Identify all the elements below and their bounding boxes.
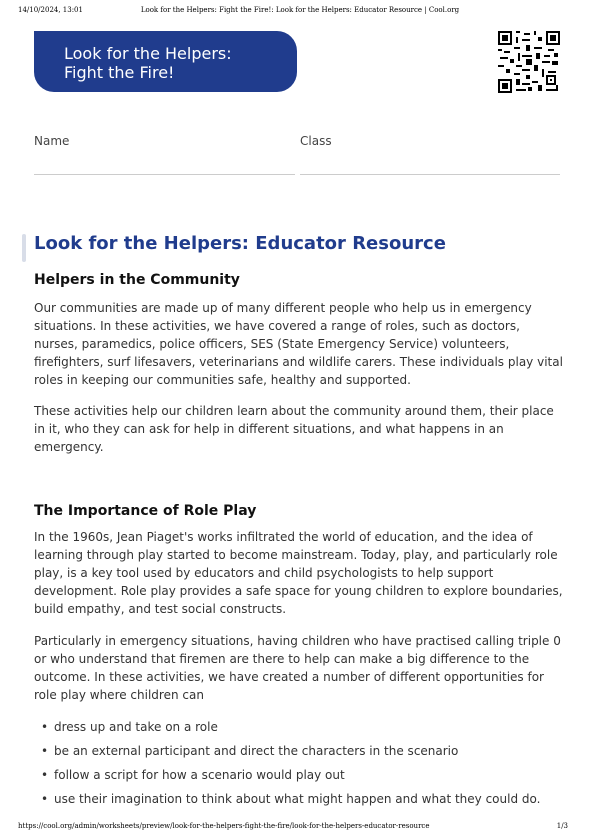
section-accent-bar [22,234,26,262]
section2-heading: The Importance of Role Play [34,503,257,519]
print-page-number: 1/3 [556,822,568,830]
list-item: • use their imagination to think about what might happen and what they could do. [34,790,540,814]
print-url: https://cool.org/admin/worksheets/preview/look-for-the-helpers-fight-the-fire/look-for-the-helpers-educator-resource [18,822,430,830]
name-label: Name [34,134,70,148]
section2-paragraph-1: In the 1960s, Jean Piaget's works infiltrated the world of education, and the idea of learning through play started to become mainstream. Today, play, and particularly role play, is a key tool used by educators and child psychologists to help support development. Role play provides a safe space for young children to explore boundaries, build empathy, and test social constructs. [34,530,563,616]
role-play-list [34,718,540,814]
print-page-title: Look for the Helpers: Fight the Fire!: Look for the Helpers: Educator Resource | Cool.org [140,6,460,14]
section1-heading: Helpers in the Community [34,272,240,288]
name-field[interactable] [34,174,295,175]
print-datetime: 14/10/2024, 13:01 [18,6,83,14]
banner-title-line1: Look for the Helpers: [64,44,232,63]
banner-title-line2: Fight the Fire! [64,63,175,82]
title-banner [34,31,297,92]
class-label: Class [300,134,332,148]
list-item: • be an external participant and direct the characters in the scenario [34,742,540,766]
section2-paragraph-2: Particularly in emergency situations, having children who have practised calling triple 0 or who understand that firemen are there to help can make a big difference to the outcome. In these activities, we have created a number of different opportunities for role play where children can [34,634,561,702]
qr-code-icon [498,31,560,93]
section1-paragraph-2: These activities help our children learn about the community around them, their place in it, who they can ask for help in different situations, and what happens in an emergency. [34,404,554,454]
class-field[interactable] [300,174,560,175]
section1-paragraph-1: Our communities are made up of many different people who help us in emergency situations. In these activities, we have covered a range of roles, such as doctors, nurses, paramedics, police officers, SES (State Emergency Service) volunteers, firefighters, surf lifesavers, veterinarians and wildlife carers. These individuals play vital roles in keeping our communities safe, healthy and supported. [34,301,563,387]
list-item: • dress up and take on a role [34,718,540,742]
resource-title: Look for the Helpers: Educator Resource [34,233,446,254]
list-item: • follow a script for how a scenario would play out [34,766,540,790]
